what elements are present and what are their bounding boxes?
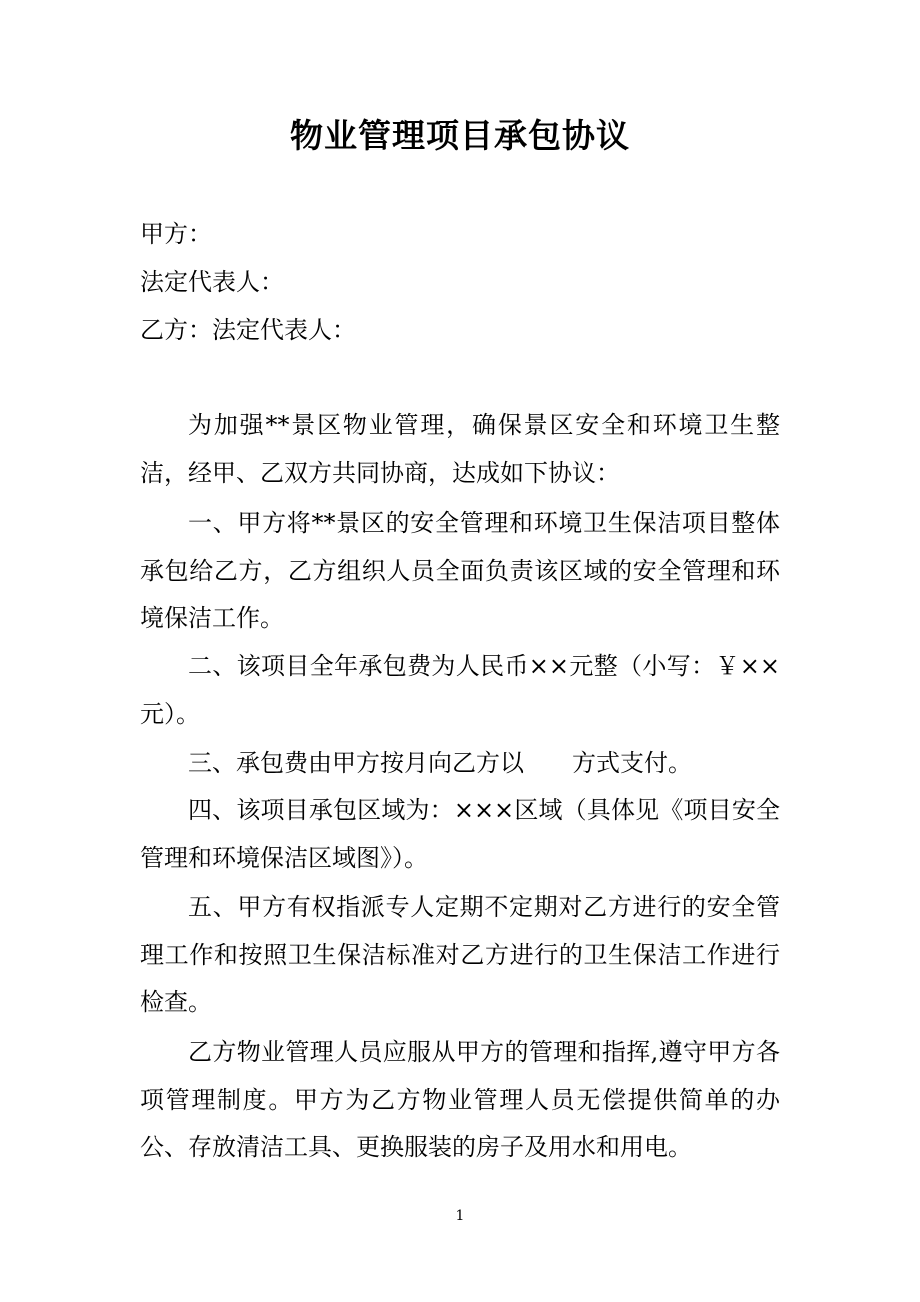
- clause-4-paragraph: 四、该项目承包区域为：×××区域（具体见《项目安全管理和环境保洁区域图》）。: [140, 796, 780, 872]
- clause-2-paragraph: 二、该项目全年承包费为人民币××元整（小写：￥××元）。: [140, 652, 780, 728]
- legal-representative-label: 法定代表人：: [140, 268, 284, 296]
- page-number: 1: [455, 1208, 465, 1224]
- clause-3-paragraph: 三、承包费由甲方按月向乙方以 方式支付。: [188, 749, 692, 777]
- clause-5-paragraph: 五、甲方有权指派专人定期不定期对乙方进行的安全管理工作和按照卫生保洁标准对乙方进行的卫生保洁工作进行检查。: [140, 893, 780, 1016]
- clause-1-paragraph: 一、甲方将**景区的安全管理和环境卫生保洁项目整体承包给乙方，乙方组织人员全面负责该区域的安全管理和环境保洁工作。: [140, 509, 780, 632]
- party-a-label: 甲方：: [140, 220, 212, 248]
- party-b-label: 乙方：法定代表人：: [140, 316, 356, 344]
- party-b-obligations-paragraph: 乙方物业管理人员应服从甲方的管理和指挥,遵守甲方各项管理制度。甲方为乙方物业管理人员无偿提供简单的办公、存放清洁工具、更换服装的房子及用水和用电。: [140, 1038, 780, 1161]
- document-title: 物业管理项目承包协议: [290, 116, 630, 155]
- intro-paragraph: 为加强**景区物业管理，确保景区安全和环境卫生整洁，经甲、乙双方共同协商，达成如下协议：: [140, 411, 780, 487]
